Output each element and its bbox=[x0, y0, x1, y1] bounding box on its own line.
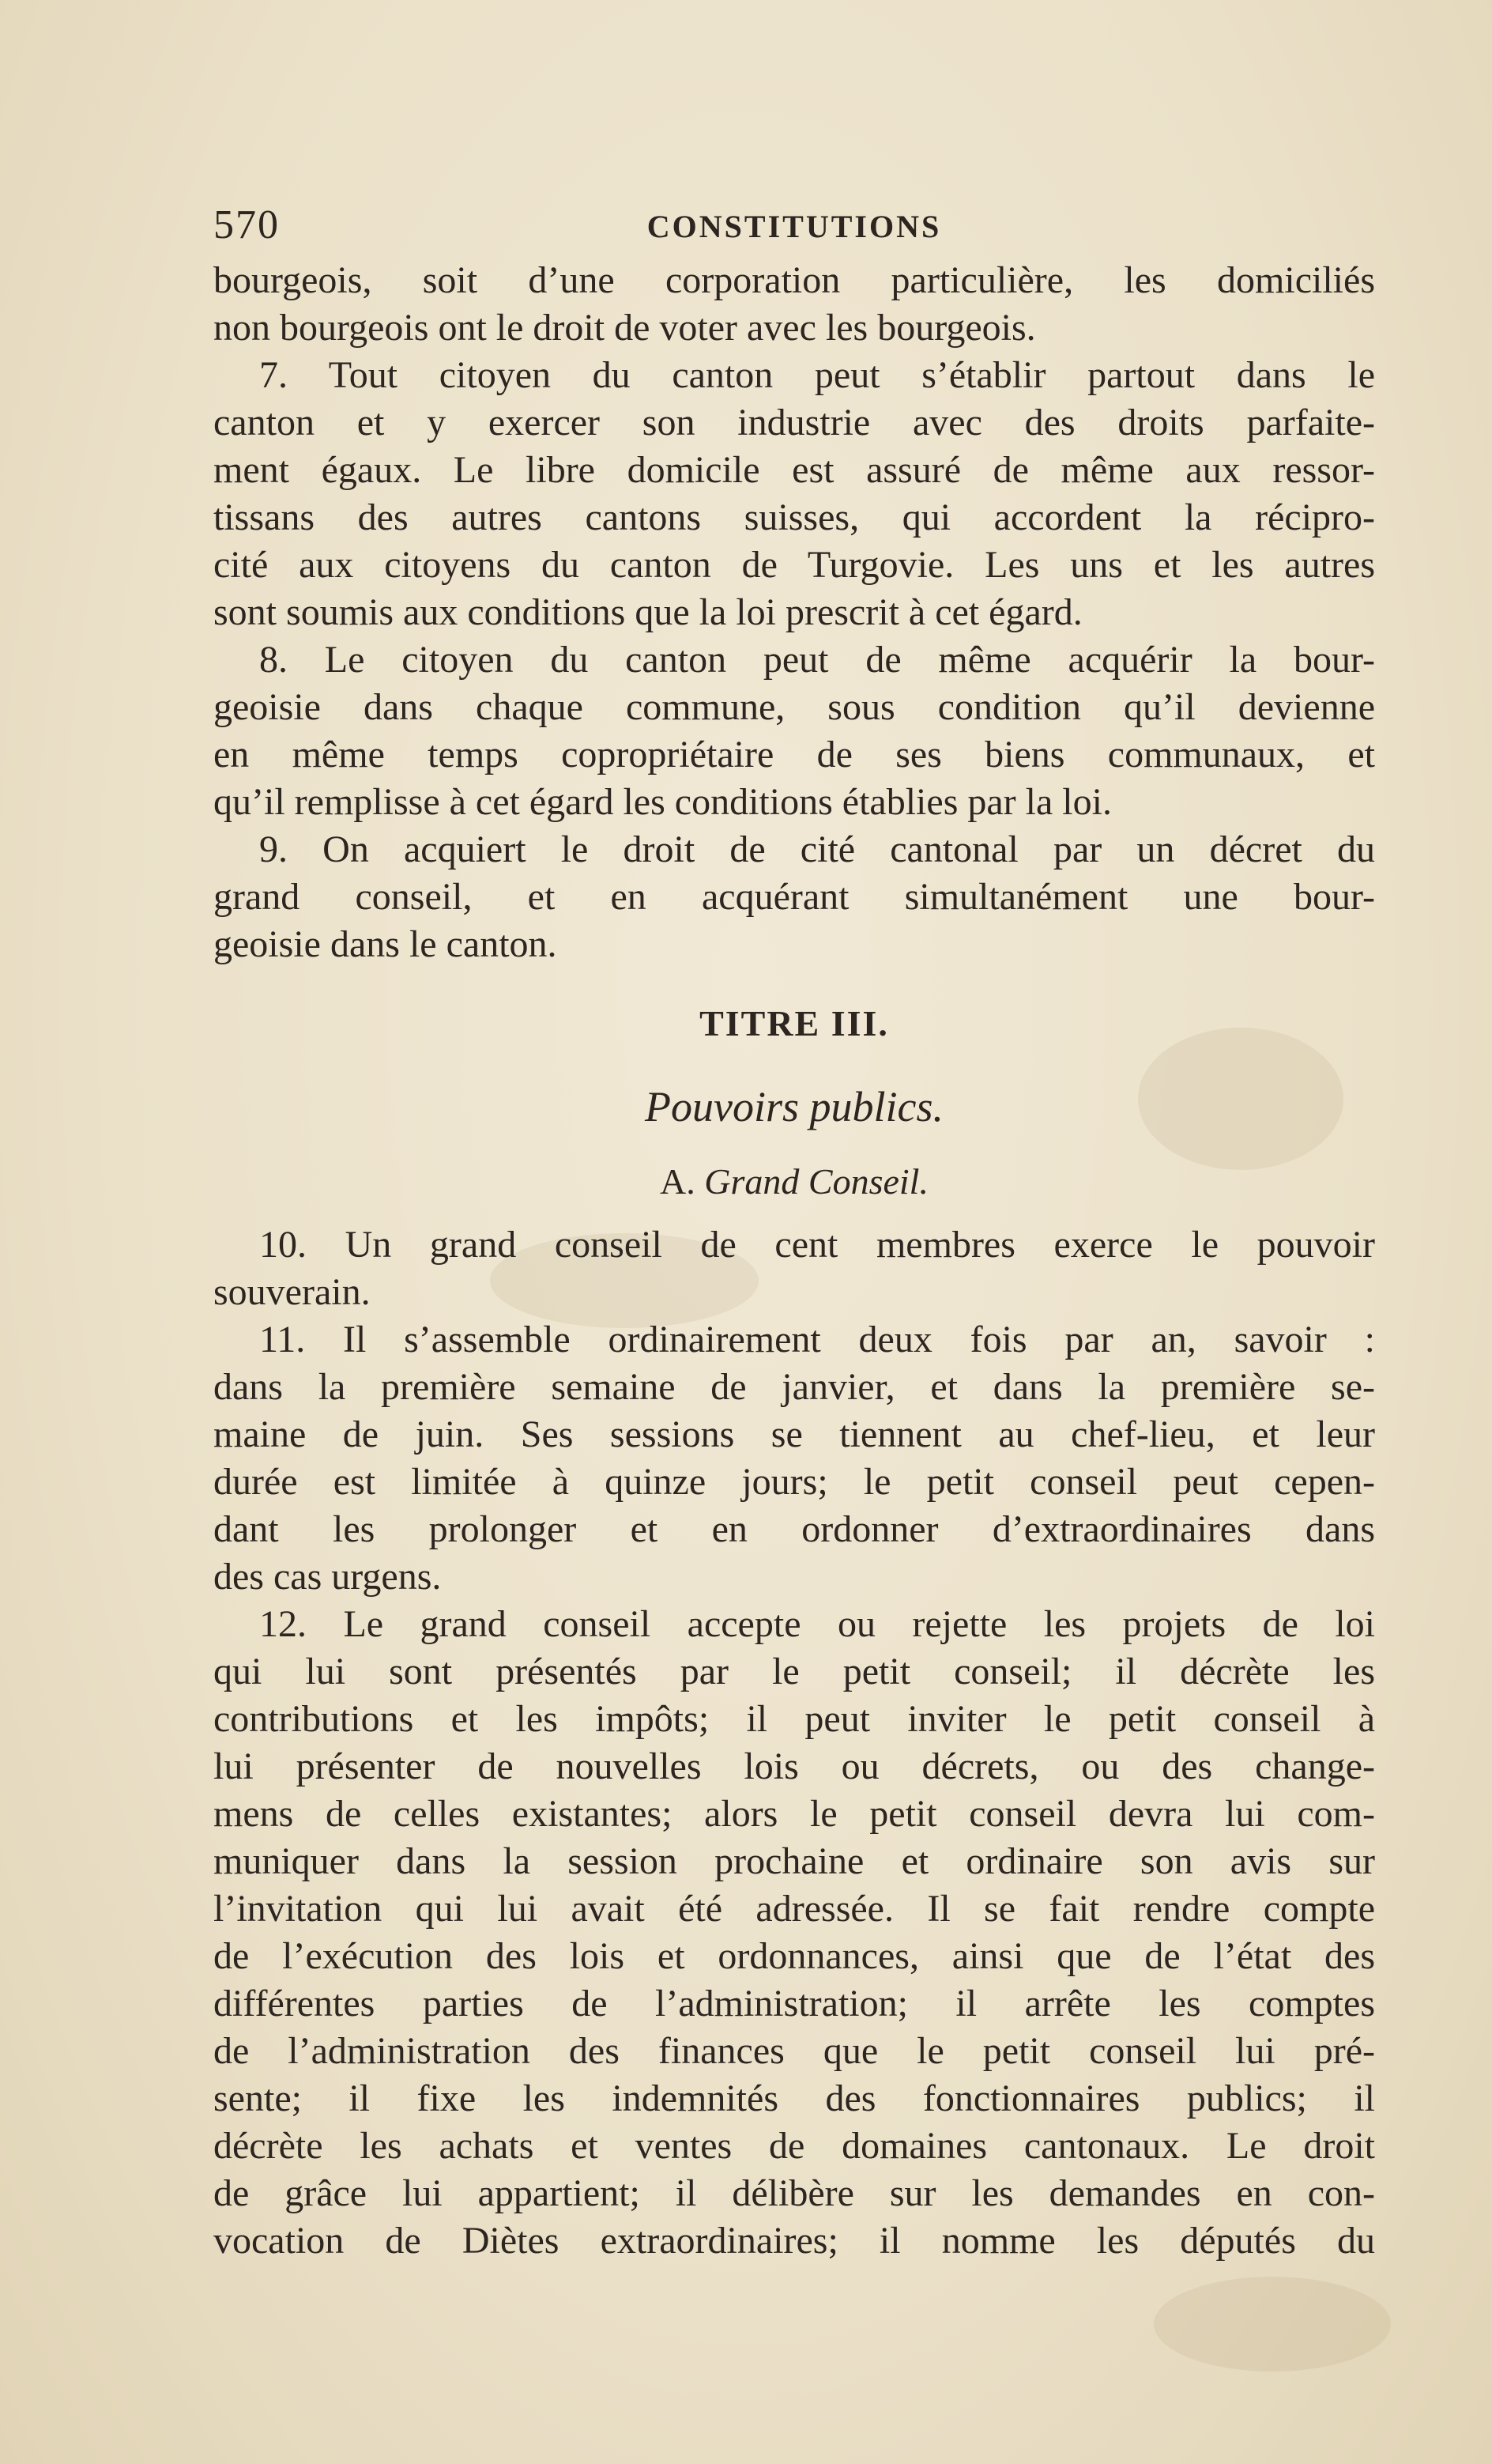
text-line: qui lui sont présentés par le petit conseil; il décrète les bbox=[213, 1651, 1375, 1692]
running-title: CONSTITUTIONS bbox=[646, 209, 942, 244]
article-9-line: 9. On acquiert le droit de cité cantonal par un décret du bbox=[259, 828, 1375, 870]
text-line: bourgeois, soit d’une corporation particulière, les domiciliés bbox=[213, 259, 1375, 301]
titre-heading: TITRE III. bbox=[699, 1003, 889, 1043]
text-line: muniquer dans la session prochaine et ordinaire son avis sur bbox=[213, 1840, 1375, 1882]
text-line: différentes parties de l’administration; il arrête les comptes bbox=[213, 1983, 1375, 2024]
article-12-line: 12. Le grand conseil accepte ou rejette les projets de loi bbox=[259, 1603, 1375, 1645]
text-line: canton et y exercer son industrie avec des droits parfaite- bbox=[213, 402, 1375, 443]
articles-6-to-9 bbox=[213, 257, 1375, 968]
text-line: dans la première semaine de janvier, et dans la première se- bbox=[213, 1366, 1375, 1408]
text-line: qu’il remplisse à cet égard les conditions établies par la loi. bbox=[213, 781, 1112, 823]
section-name: Grand Conseil. bbox=[704, 1161, 929, 1202]
article-7-line: 7. Tout citoyen du canton peut s’établir partout dans le bbox=[259, 354, 1375, 396]
text-line: cité aux citoyens du canton de Turgovie. Les uns et les autres bbox=[213, 544, 1375, 586]
text-line: contributions et les impôts; il peut inviter le petit conseil à bbox=[213, 1698, 1375, 1740]
article-11-line: 11. Il s’assemble ordinairement deux fois par an, savoir : bbox=[259, 1319, 1375, 1360]
text-line: lui présenter de nouvelles lois ou décrets, ou des change- bbox=[213, 1745, 1375, 1787]
section-letter: A. bbox=[660, 1161, 695, 1202]
text-line: sont soumis aux conditions que la loi prescrit à cet égard. bbox=[213, 591, 1083, 633]
text-line: de l’administration des finances que le petit conseil lui pré- bbox=[213, 2030, 1375, 2072]
text-line: de l’exécution des lois et ordonnances, ainsi que de l’état des bbox=[213, 1935, 1375, 1977]
text-line: geoisie dans chaque commune, sous condition qu’il devienne bbox=[213, 686, 1375, 728]
text-line: sente; il fixe les indemnités des fonctionnaires publics; il bbox=[213, 2077, 1375, 2119]
text-line: maine de juin. Ses sessions se tiennent au chef-lieu, et leur bbox=[213, 1413, 1375, 1455]
text-line: durée est limitée à quinze jours; le petit conseil peut cepen- bbox=[213, 1461, 1375, 1503]
paper-stain bbox=[1154, 2277, 1391, 2372]
text-line: de grâce lui appartient; il délibère sur les demandes en con- bbox=[213, 2172, 1375, 2214]
text-line: l’invitation qui lui avait été adressée. Il se fait rendre compte bbox=[213, 1888, 1375, 1930]
titre-subtitle: Pouvoirs publics. bbox=[645, 1083, 944, 1130]
articles-10-to-12 bbox=[213, 1221, 1375, 2265]
page-text bbox=[213, 202, 1375, 2265]
section-heading bbox=[213, 1150, 1375, 1213]
text-line: tissans des autres cantons suisses, qui accordent la récipro- bbox=[213, 496, 1375, 538]
text-line: geoisie dans le canton. bbox=[213, 923, 557, 965]
text-line: des cas urgens. bbox=[213, 1556, 442, 1598]
text-line: grand conseil, et en acquérant simultanément une bour- bbox=[213, 876, 1375, 918]
page-number: 570 bbox=[213, 202, 280, 247]
article-8-line: 8. Le citoyen du canton peut de même acquérir la bour- bbox=[259, 639, 1375, 681]
page-header bbox=[213, 202, 1375, 257]
text-line: mens de celles existantes; alors le petit conseil devra lui com- bbox=[213, 1793, 1375, 1835]
text-line: dant les prolonger et en ordonner d’extraordinaires dans bbox=[213, 1508, 1375, 1550]
text-line: ment égaux. Le libre domicile est assuré de même aux ressor- bbox=[213, 449, 1375, 491]
text-line: en même temps copropriétaire de ses biens communaux, et bbox=[213, 734, 1375, 775]
text-line: décrète les achats et ventes de domaines cantonaux. Le droit bbox=[213, 2125, 1375, 2167]
text-line: vocation de Diètes extraordinaires; il nomme les députés du bbox=[213, 2220, 1375, 2262]
article-10-line: 10. Un grand conseil de cent membres exerce le pouvoir bbox=[259, 1224, 1375, 1266]
text-line: souverain. bbox=[213, 1271, 371, 1313]
text-line: non bourgeois ont le droit de voter avec les bourgeois. bbox=[213, 307, 1036, 349]
